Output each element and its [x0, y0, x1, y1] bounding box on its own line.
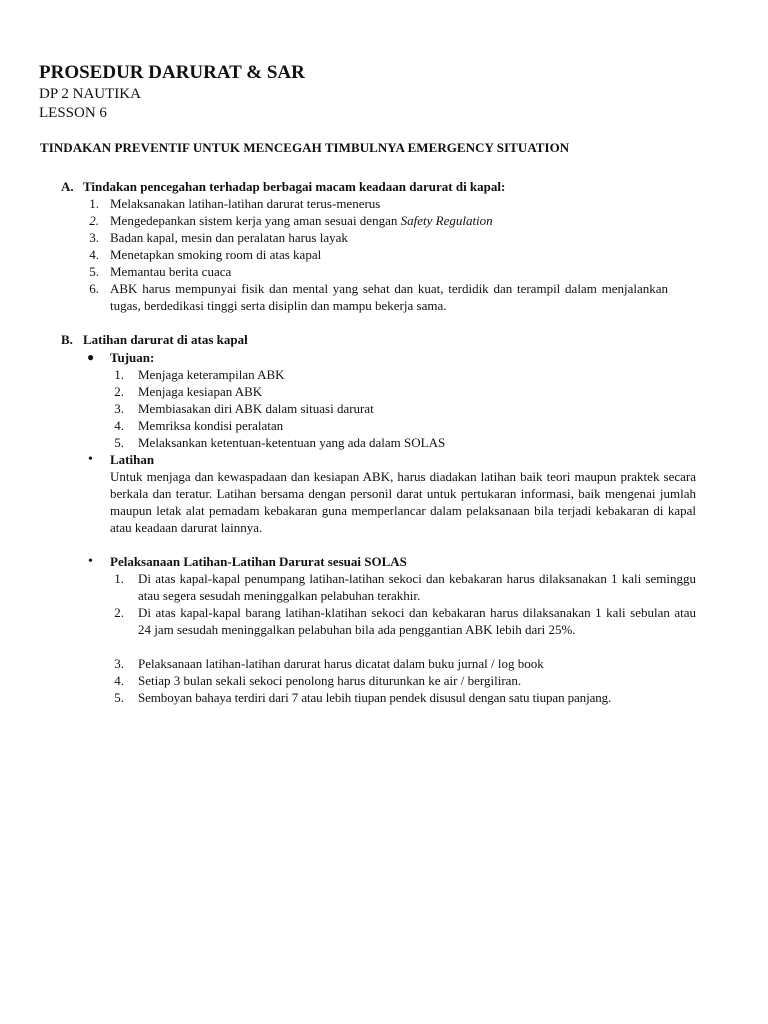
section-a-marker: A. [61, 179, 74, 194]
main-heading: TINDAKAN PREVENTIF UNTUK MENCEGAH TIMBULNYA EMERGENCY SITUATION [40, 140, 570, 155]
list-item-number: 5. [114, 435, 124, 450]
list-item-number: 5. [114, 690, 124, 705]
list-item-number: 1. [89, 196, 99, 211]
list-item-text [110, 212, 493, 229]
subsection-heading: Latihan [110, 452, 155, 467]
list-item-text: Menetapkan smoking room di atas kapal [110, 247, 322, 262]
lesson-label: LESSON 6 [39, 105, 107, 121]
list-item-text: Semboyan bahaya terdiri dari 7 atau lebih tiupan pendek disusul dengan satu tiupan panjang. [138, 690, 612, 705]
list-item-text: ABK harus mempunyai fisik dan mental yang sehat dan kuat, terdidik dan terampil dalam menjalankan tugas, berdedikasi tinggi serta disiplin dan mampu bekerja sama. [110, 281, 668, 313]
list-item-number: 3. [114, 656, 124, 671]
list-item-text: Memriksa kondisi peralatan [138, 418, 284, 433]
list-item-number: 2. [114, 384, 124, 399]
document-title: PROSEDUR DARURAT & SAR [39, 62, 305, 83]
list-item-number: 4. [114, 418, 124, 433]
list-item-number: 3. [114, 401, 124, 416]
list-item-text: Badan kapal, mesin dan peralatan harus layak [110, 230, 348, 245]
list-item-text: Menjaga kesiapan ABK [138, 384, 263, 399]
list-item-text: Memantau berita cuaca [110, 264, 232, 279]
list-item-text: Membiasakan diri ABK dalam situasi darurat [138, 401, 374, 416]
bullet-icon: • [88, 554, 93, 569]
bullet-icon: • [88, 452, 93, 467]
list-item-text-italic: Safety Regulation [400, 213, 493, 228]
list-item-text-plain: Mengedepankan sistem kerja yang aman sesuai dengan [110, 213, 401, 228]
list-item-text: Menjaga keterampilan ABK [138, 367, 285, 382]
list-item-number: 5. [89, 264, 99, 279]
list-item-text: Di atas kapal-kapal penumpang latihan-latihan sekoci dan kebakaran harus dilaksanakan 1 kali seminggu atau segera sesudah meninggalkan pelabuhan terakhir. [138, 571, 696, 603]
list-item-text: Setiap 3 bulan sekali sekoci penolong harus diturunkan ke air / bergiliran. [138, 673, 522, 688]
paragraph: Untuk menjaga dan kewaspadaan dan kesiapan ABK, harus diadakan latihan baik teori maupun praktek secara berkala dan teratur. Latihan bersama dengan personil darat untuk pertukaran informasi, baik mengenai jumlah maupun letak alat pemadam kebakaran guna memperlancar dalam pelaksanaan bila terjadi kebakaran di kapal atau keadaan darurat lainnya. [110, 469, 696, 535]
list-item-number: 6. [89, 281, 99, 296]
bullet-icon: ● [87, 350, 95, 364]
list-item-text: Di atas kapal-kapal barang latihan-klatihan sekoci dan kebakaran harus dilaksanakan 1 kali sebulan atau 24 jam sesudah meninggalkan pelabuhan bila ada penggantian ABK lebih dari 25%. [138, 605, 696, 637]
list-item-text: Pelaksanaan latihan-latihan darurat harus dicatat dalam buku jurnal / log book [138, 656, 544, 671]
list-item-number: 4. [89, 247, 99, 262]
list-item-number: 1. [114, 367, 124, 382]
list-item-number: 1. [114, 571, 124, 586]
list-item-text: Melaksankan ketentuan-ketentuan yang ada dalam SOLAS [138, 435, 446, 450]
list-item-text: Melaksanakan latihan-latihan darurat terus-menerus [110, 196, 381, 211]
list-item-number: 3. [89, 230, 99, 245]
list-item-number: 2. [89, 213, 99, 228]
course-label: DP 2 NAUTIKA [39, 86, 141, 102]
section-a-heading: Tindakan pencegahan terhadap berbagai macam keadaan darurat di kapal: [83, 179, 506, 194]
section-b-marker: B. [61, 332, 73, 347]
subsection-heading: Tujuan: [110, 350, 155, 365]
list-item-number: 4. [114, 673, 124, 688]
subsection-heading: Pelaksanaan Latihan-Latihan Darurat sesuai SOLAS [110, 554, 407, 569]
list-item-number: 2. [114, 605, 124, 620]
section-b-heading: Latihan darurat di atas kapal [83, 332, 248, 347]
